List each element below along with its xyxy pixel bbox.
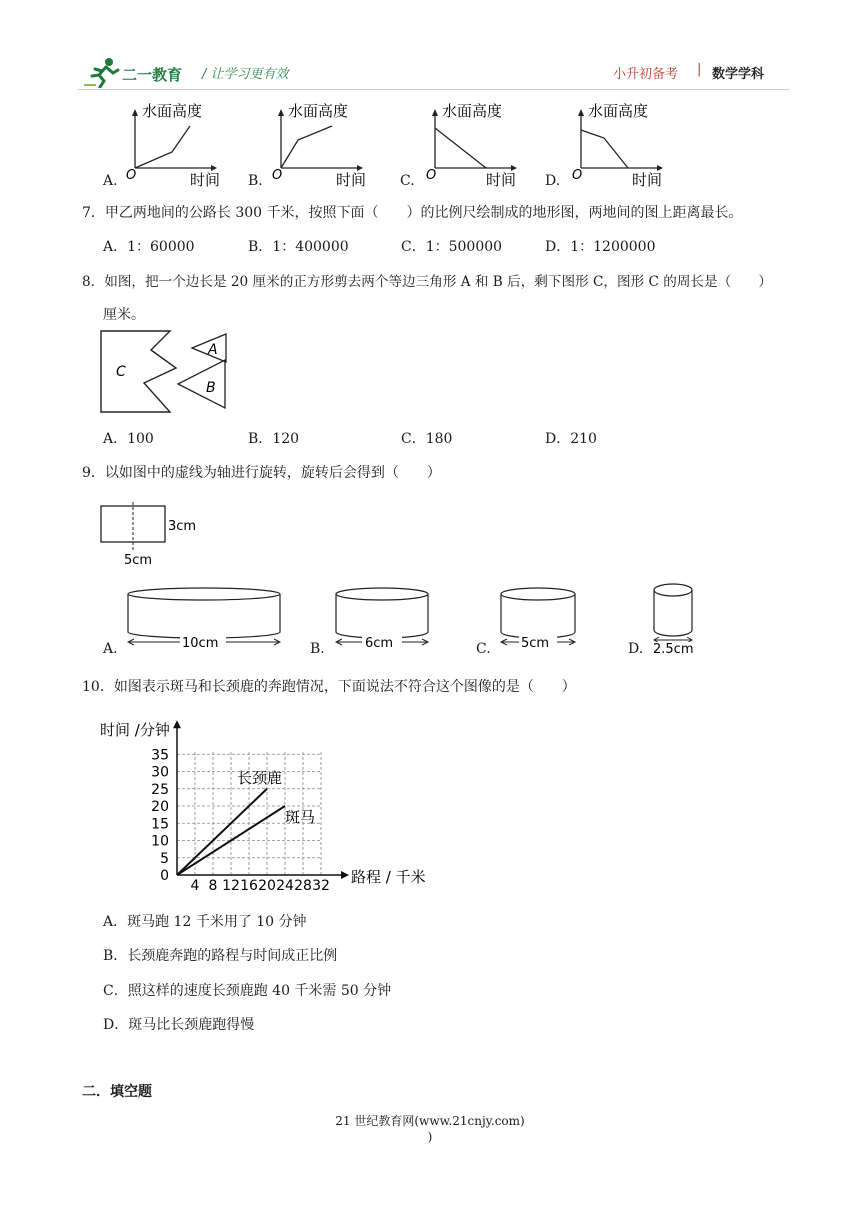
q6-option-b-letter: B.: [248, 173, 263, 189]
q9-cylinder-d: [646, 580, 706, 658]
q9-option-b-letter: B.: [310, 641, 325, 657]
q7-option-c: C．1：500000: [401, 239, 503, 255]
q9-rect-width-label: 5cm: [124, 553, 153, 568]
header-divider: |: [697, 62, 702, 77]
x-tick-label: 24: [276, 878, 294, 894]
header-exam-label: 小升初备考: [613, 67, 679, 82]
q10-option-a: A．斑马跑 12 千米用了 10 分钟: [103, 914, 307, 930]
x-axis-arrow-icon: [341, 871, 349, 879]
q10-line-chart: [95, 705, 445, 895]
header-subject-label: 数学学科: [712, 67, 765, 82]
q9-dim-c: 5cm: [521, 636, 550, 651]
q7-option-b: B．1：400000: [248, 239, 349, 255]
y-tick-label: 20: [151, 799, 169, 815]
q8-label-a: A: [208, 342, 218, 358]
header-rule: [78, 89, 790, 90]
q6-graph-c-origin: O: [426, 168, 437, 183]
q10-option-d: D．斑马比长颈鹿跑得慢: [103, 1017, 255, 1033]
q9-stem: 9．以如图中的虚线为轴进行旋转，旋转后会得到（ ）: [82, 465, 441, 481]
series-label: 斑马: [285, 808, 316, 826]
series-label: 长颈鹿: [237, 768, 283, 787]
q9-dim-b: 6cm: [365, 636, 394, 651]
page-footer: [0, 1112, 860, 1144]
y-tick-label: 25: [151, 781, 169, 798]
chart-x-tick-labels: [191, 878, 330, 894]
logo-runner-icon: [82, 56, 122, 88]
chart-axes: [173, 720, 349, 879]
q8-label-c: C: [116, 364, 126, 380]
footer-mark: ): [427, 1130, 433, 1144]
y-axis-arrow-icon: [173, 720, 181, 728]
x-tick-label: 4: [190, 878, 200, 894]
logo-text: 二一教育: [122, 66, 183, 84]
q6-option-c-letter: C.: [400, 173, 415, 189]
chart-series: [177, 769, 315, 875]
q9-option-c-letter: C.: [476, 641, 491, 657]
y-tick-label: 0: [160, 868, 169, 884]
q6-graph-d-ylabel: 水面高度: [588, 102, 649, 120]
x-tick-label: 8: [208, 878, 218, 894]
chart-y-tick-labels: [151, 747, 169, 884]
q6-graph-a-origin: O: [126, 168, 137, 183]
y-tick-label: 30: [151, 764, 169, 781]
q9-dim-d: 2.5cm: [653, 642, 694, 657]
q6-option-d-letter: D.: [545, 173, 561, 189]
q8-figure: [96, 326, 236, 418]
x-tick-label: 32: [312, 878, 330, 894]
q10-stem: 10．如图表示斑马和长颈鹿的奔跑情况，下面说法不符合这个图像的是（ ）: [82, 679, 576, 695]
q6-graph-b: [266, 100, 406, 192]
q6-graph-b-ylabel: 水面高度: [288, 102, 349, 120]
header-slogan: / 让学习更有效: [202, 67, 289, 82]
q10-option-c: C．照这样的速度长颈鹿跑 40 千米需 50 分钟: [103, 983, 392, 999]
q9-rect-height-label: 3cm: [168, 519, 197, 534]
chart-x-axis-label: 路程 / 千米: [351, 868, 426, 886]
q8-stem-line2: 厘米。: [103, 307, 145, 323]
x-tick-label: 12: [222, 878, 240, 894]
q8-label-b: B: [206, 380, 216, 396]
q8-option-b: B．120: [248, 431, 300, 447]
y-tick-label: 15: [151, 816, 169, 833]
y-tick-label: 10: [151, 833, 169, 850]
q6-graph-b-origin: O: [272, 168, 283, 183]
q9-option-a-letter: A.: [103, 641, 118, 657]
y-tick-label: 5: [160, 850, 169, 867]
footer-site: 21 世纪教育网(www.21cnjy.com): [335, 1114, 525, 1128]
q8-option-d: D．210: [545, 431, 597, 447]
chart-y-axis-label: 时间 /分钟: [100, 721, 170, 739]
q9-cylinder-a: [120, 584, 290, 658]
q6-graph-c: [420, 100, 560, 192]
page-header: [0, 0, 860, 95]
q9-dim-a: 10cm: [182, 636, 219, 651]
x-tick-label: 16: [240, 878, 258, 894]
q8-option-a: A．100: [103, 431, 154, 447]
q6-option-a-letter: A.: [103, 173, 118, 189]
q6-graph-a-xlabel: 时间: [190, 171, 221, 189]
q6-graph-d-origin: O: [572, 168, 583, 183]
q6-graph-b-xlabel: 时间: [336, 171, 367, 189]
q6-graph-a-ylabel: 水面高度: [142, 102, 203, 120]
q7-option-d: D．1：1200000: [545, 239, 656, 255]
series-line: [177, 789, 267, 875]
x-tick-label: 20: [258, 878, 276, 894]
q8-stem-line1: 8．如图，把一个边长是 20 厘米的正方形剪去两个等边三角形 A 和 B 后，剩下图形 C，图形 C 的周长是（ ）: [82, 274, 772, 290]
q6-options: [0, 98, 860, 193]
q9-cylinder-b: [328, 584, 438, 658]
q9-cylinder-c: [494, 584, 584, 658]
q6-graph-a: [120, 100, 260, 192]
q8-option-c: C．180: [401, 431, 453, 447]
q6-graph-d-xlabel: 时间: [632, 171, 663, 189]
x-tick-label: 28: [294, 878, 312, 894]
q7-option-a: A．1：60000: [103, 239, 195, 255]
section-2-title: 二．填空题: [82, 1084, 152, 1100]
q9-option-d-letter: D.: [628, 641, 644, 657]
q9-rectangle-figure: [96, 500, 206, 570]
q7-stem: 7．甲乙两地间的公路长 300 千米，按照下面（ ）的比例尺绘制成的地形图，两地间的图上距离最长。: [82, 205, 743, 221]
q6-graph-c-ylabel: 水面高度: [442, 102, 503, 120]
y-tick-label: 35: [151, 747, 169, 764]
q10-option-b: B．长颈鹿奔跑的路程与时间成正比例: [103, 948, 338, 964]
q6-graph-d: [566, 100, 706, 192]
q6-graph-c-xlabel: 时间: [486, 171, 517, 189]
